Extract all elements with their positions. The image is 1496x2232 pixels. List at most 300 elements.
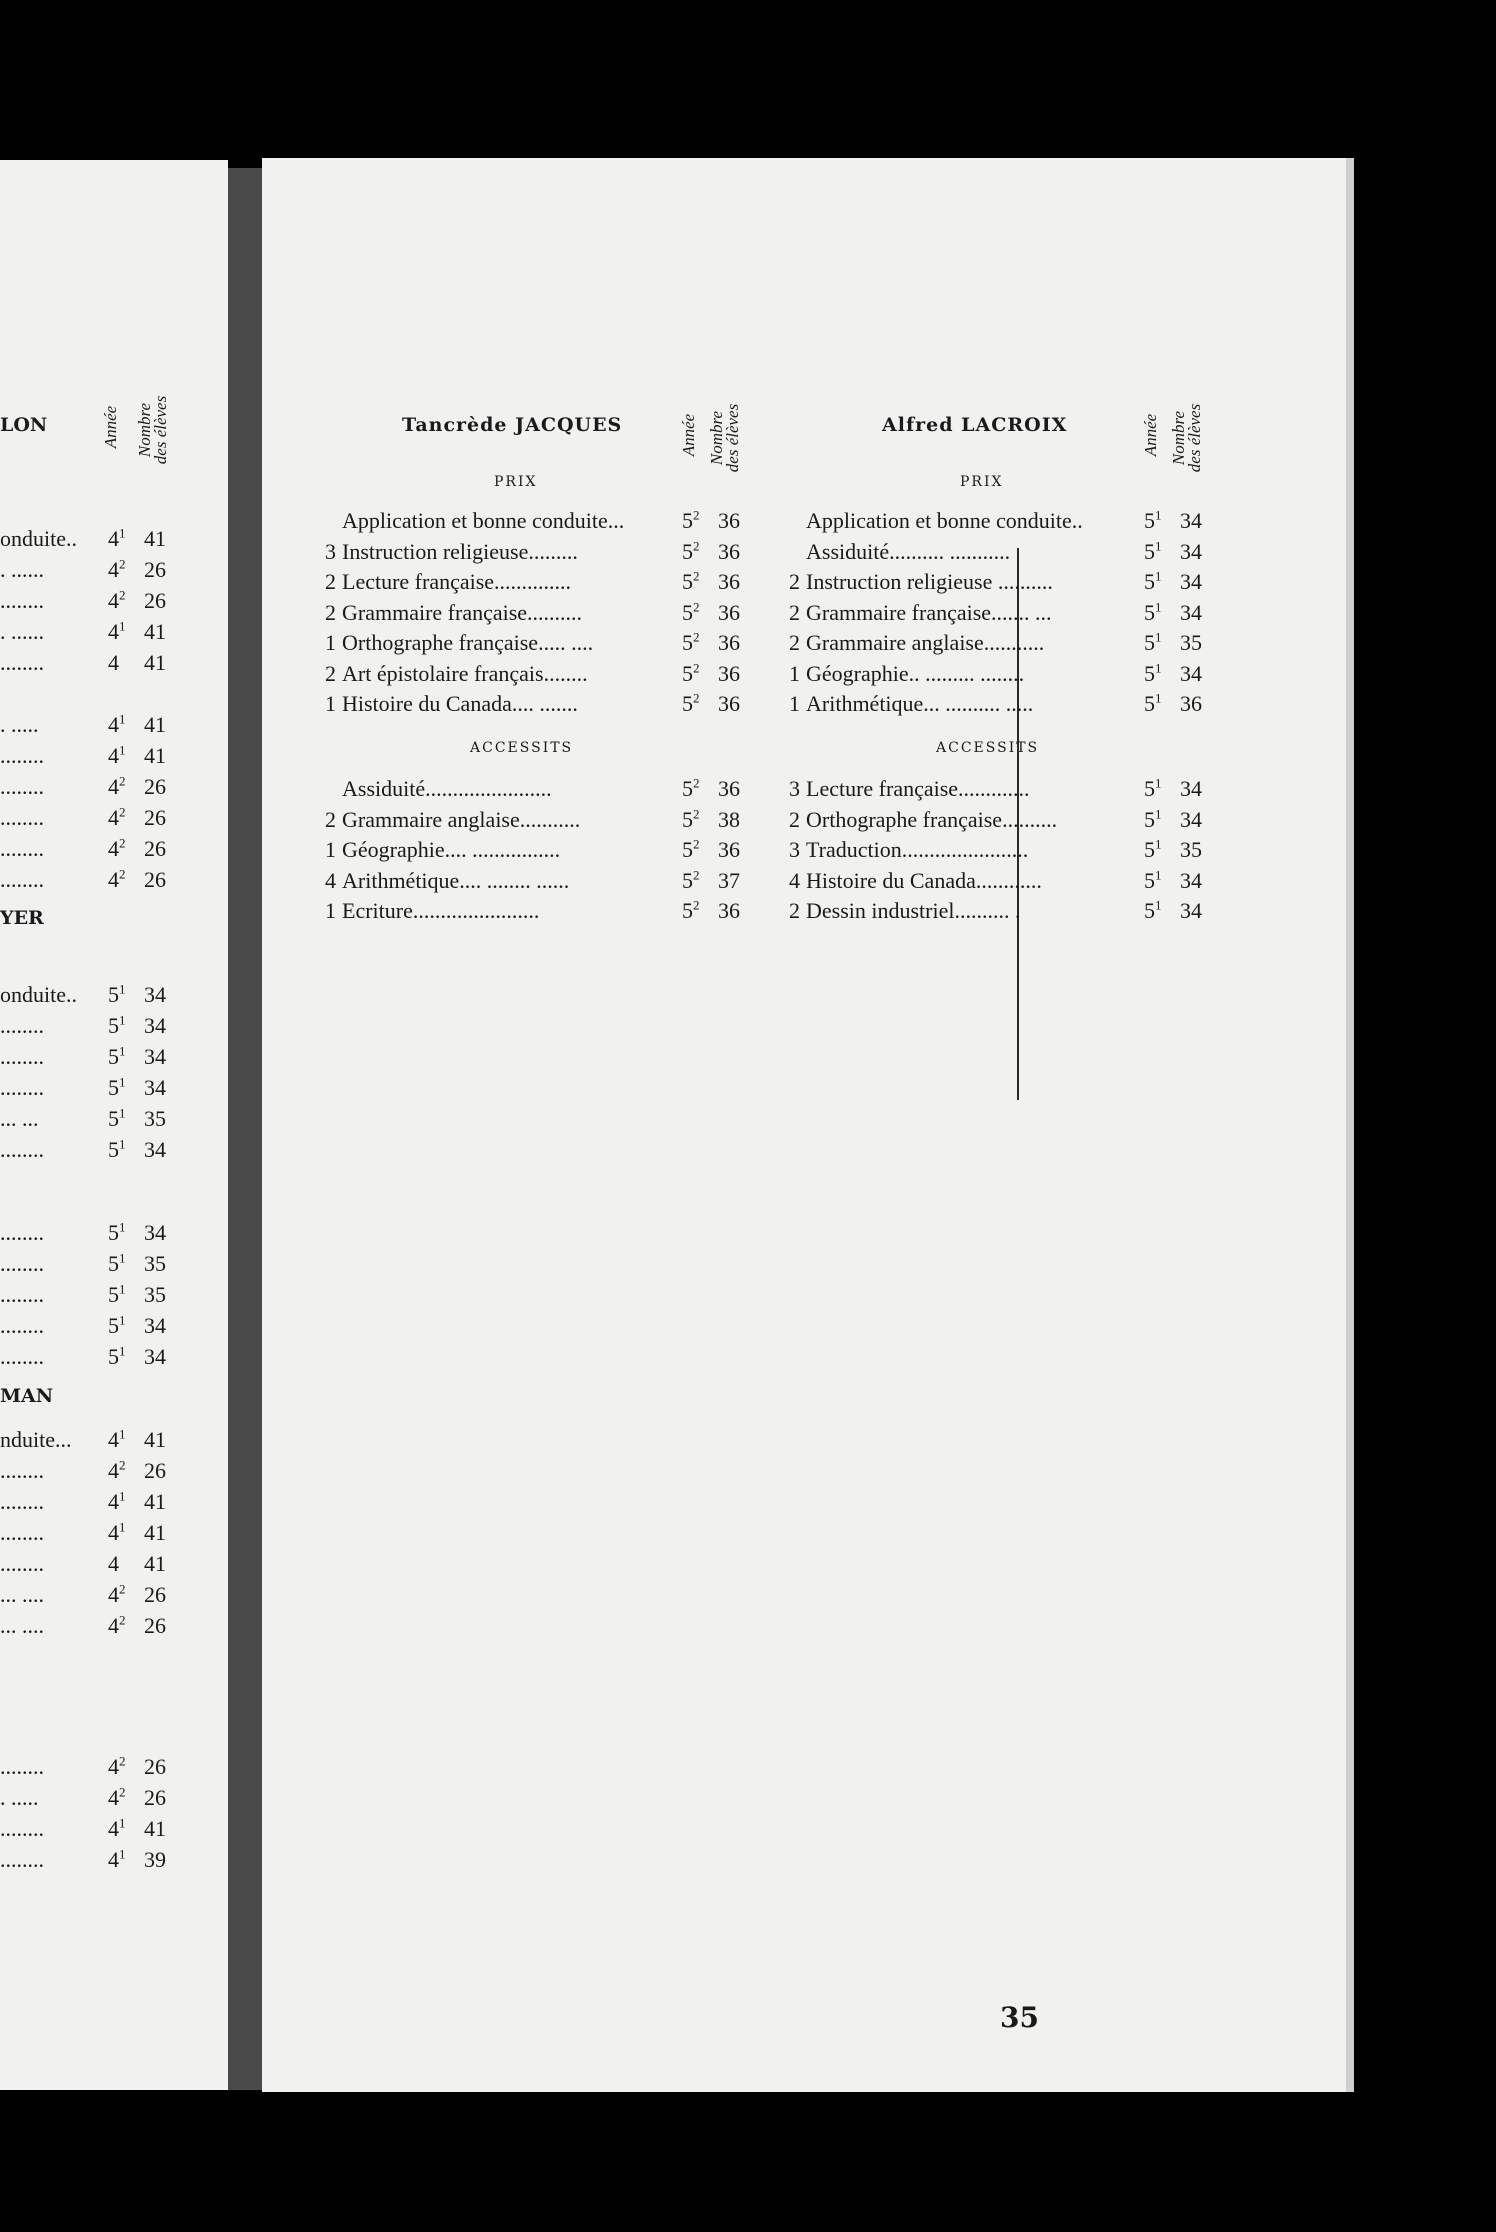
left-row-text: ........ [0,1551,44,1576]
subject-name: Application et bonne conduite... [342,508,625,533]
pupil-count: 36 [718,898,740,923]
left-year-value [108,1042,126,1072]
year-number: 5 [108,1282,119,1307]
pupil-count: 36 [718,776,740,801]
year-number: 4 [108,805,119,830]
pupil-count: 37 [718,867,740,893]
left-row-text: ........ [0,1489,44,1514]
left-pupil-count: 41 [144,1816,166,1841]
year-number: 4 [108,619,119,644]
rank-number: 2 [325,660,336,686]
year-number: 5 [1144,508,1155,533]
left-year-value [108,617,126,647]
year-number: 4 [108,1458,119,1483]
year-section: 2 [119,804,126,820]
left-row [0,1280,228,1310]
left-pupil-count: 41 [144,650,166,675]
year-value [682,659,700,689]
year-number: 4 [108,1582,119,1607]
rank-number: 1 [789,691,800,716]
left-pupil-count: 26 [144,867,166,892]
left-row-text: ........ [0,1458,44,1483]
left-year-value [108,1783,126,1813]
left-row-text: ........ [0,1220,44,1245]
pupil-count: 34 [1180,776,1202,801]
left-row-text: ... .... [0,1582,44,1607]
left-pupil-count: 34 [144,1013,166,1038]
left-row [0,555,228,585]
year-number: 5 [1144,837,1155,862]
year-number: 5 [1144,776,1155,801]
left-year-value [108,1280,126,1310]
left-row [0,710,228,740]
left-nombre-header: Nombre [135,402,154,458]
col1-prix-row [318,628,740,658]
year-section: 1 [119,1343,126,1359]
rank-number: 3 [789,837,800,862]
left-page [0,160,228,2090]
year-section: 2 [119,1612,126,1628]
left-row [0,1518,228,1548]
year-value [682,598,700,628]
year-value [682,537,700,567]
left-row [0,1311,228,1341]
left-year-value [108,1218,126,1248]
rank-number: 1 [325,837,336,862]
year-section: 2 [693,836,700,852]
rank-number: 1 [325,630,336,655]
left-pupil-count: 26 [144,805,166,830]
pupil-count: 38 [718,806,740,832]
pupil-count: 34 [1180,569,1202,594]
col2-accessits-label: ACCESSITS [936,740,1040,756]
year-section: 2 [693,897,700,913]
year-number: 4 [108,1754,119,1779]
year-number: 5 [1144,599,1155,625]
col1-accessits-row [318,805,740,835]
year-section: 1 [119,981,126,997]
year-section: 1 [1155,660,1162,676]
col2-prix-row [782,506,1202,536]
col1-prix-row [318,537,740,567]
left-row [0,803,228,833]
col1-prix-row [318,506,740,536]
col2-prix-row [782,598,1202,628]
left-annee-header: Année [101,405,120,449]
col2-prix-row [782,567,1202,597]
left-year-value [108,1249,126,1279]
year-value [1144,598,1162,628]
left-year-value [108,1456,126,1486]
left-year-value [108,1487,126,1517]
subject-name: Assiduité....................... [342,776,552,801]
left-row-text: ........ [0,1282,44,1307]
year-section: 1 [1155,599,1162,615]
left-row [0,1487,228,1517]
year-number: 5 [108,1220,119,1245]
col1-accessits-row [318,774,740,804]
subject-name: Géographie.... ................ [342,837,561,862]
col1-eleves-header: des élèves [723,403,742,473]
year-section: 1 [1155,867,1162,883]
year-section: 1 [1155,690,1162,706]
year-value [1144,689,1162,719]
left-row [0,1342,228,1372]
subject-name: Arithmétique.... ........ ...... [342,867,570,893]
left-pupil-count: 26 [144,774,166,799]
left-row [0,586,228,616]
rank-number: 4 [789,867,800,893]
year-section: 1 [1155,629,1162,645]
year-value [1144,628,1162,658]
pupil-count: 34 [1180,599,1202,625]
left-row-text: ........ [0,1313,44,1338]
year-value [682,567,700,597]
rank-number: 4 [325,867,336,893]
year-number: 4 [108,557,119,582]
col2-eleves-header: des élèves [1185,403,1204,473]
left-row [0,1783,228,1813]
left-pupil-count: 41 [144,1427,166,1452]
left-pupil-count: 41 [144,526,166,551]
left-pupil-count: 34 [144,1137,166,1162]
year-section: 1 [1155,806,1162,822]
left-year-value [108,834,126,864]
year-number: 5 [682,691,693,716]
year-value [682,835,700,865]
year-number: 4 [108,836,119,861]
pupil-count: 34 [1180,660,1202,686]
subject-name: Ecriture....................... [342,898,540,923]
year-section: 1 [1155,568,1162,584]
left-row [0,1580,228,1610]
left-row-text: onduite.. [0,982,77,1007]
subject-name: Orthographe française.......... [806,806,1058,832]
left-pupil-count: 35 [144,1106,166,1131]
year-section: 1 [1155,836,1162,852]
year-number: 5 [1144,569,1155,594]
left-row [0,1814,228,1844]
year-number: 4 [108,650,119,675]
left-row [0,1073,228,1103]
year-value [682,896,700,926]
year-section: 1 [1155,897,1162,913]
left-row-text: ........ [0,1013,44,1038]
year-value [1144,805,1162,835]
col1-prix-row [318,598,740,628]
year-number: 5 [682,867,693,893]
left-row-text: . ..... [0,712,39,737]
left-pupil-count: 34 [144,1044,166,1069]
col2-prix-label: PRIX [960,474,1004,490]
left-row-text: nduite... [0,1427,72,1452]
year-section: 1 [119,1043,126,1059]
left-section-header: YER [0,907,44,929]
left-pupil-count: 41 [144,712,166,737]
year-section: 2 [119,1581,126,1597]
year-section: 2 [693,538,700,554]
left-row-text: ... .... [0,1613,44,1638]
year-number: 4 [108,712,119,737]
pupil-count: 36 [718,660,740,686]
left-pupil-count: 34 [144,1313,166,1338]
left-pupil-count: 26 [144,557,166,582]
year-section: 1 [119,1012,126,1028]
rank-number: 2 [789,898,800,923]
left-row-text: ........ [0,743,44,768]
year-section: 2 [693,806,700,822]
left-year-value [108,648,119,678]
year-value [682,628,700,658]
year-number: 5 [108,1044,119,1069]
left-row-text: ........ [0,1520,44,1545]
right-page [262,158,1354,2092]
left-row [0,1104,228,1134]
left-row [0,1218,228,1248]
year-section: 2 [693,629,700,645]
left-eleves-header: des élèves [151,395,170,465]
left-row-text: ........ [0,836,44,861]
year-section: 2 [119,587,126,603]
subject-name: Grammaire française.......... [342,599,583,625]
left-pupil-count: 34 [144,1344,166,1369]
col2-accessits-row [782,866,1202,896]
year-section: 2 [693,867,700,883]
year-section: 1 [119,525,126,541]
left-row [0,1042,228,1072]
left-row-text: ........ [0,805,44,830]
subject-name: Instruction religieuse .......... [806,569,1053,594]
left-pupil-count: 35 [144,1282,166,1307]
year-value [1144,506,1162,536]
year-number: 4 [108,1816,119,1841]
year-value [1144,659,1162,689]
year-number: 5 [108,1013,119,1038]
left-row [0,1249,228,1279]
left-year-value [108,586,126,616]
year-number: 5 [108,1075,119,1100]
pupil-count: 34 [1180,867,1202,893]
subject-name: Lecture française............. [806,776,1030,801]
year-number: 5 [682,776,693,801]
rank-number: 1 [325,898,336,923]
left-pupil-count: 34 [144,1075,166,1100]
left-row-text: ... ... [0,1106,39,1131]
year-number: 5 [682,837,693,862]
year-section: 2 [693,660,700,676]
left-pupil-count: 26 [144,588,166,613]
left-row [0,1425,228,1455]
year-number: 5 [1144,538,1155,564]
year-section: 2 [693,599,700,615]
subject-name: Assiduité.......... ........... [806,538,1011,564]
year-value [1144,537,1162,567]
col2-accessits-row [782,896,1202,926]
pupil-count: 34 [1180,538,1202,564]
left-row [0,1752,228,1782]
year-section: 2 [119,1457,126,1473]
year-number: 4 [108,867,119,892]
col1-student-name: Tancrède JACQUES [402,414,623,436]
year-section: 2 [119,556,126,572]
left-row [0,1135,228,1165]
col2-accessits-row [782,805,1202,835]
year-value [1144,866,1162,896]
pupil-count: 36 [718,569,740,594]
col2-prix-row [782,689,1202,719]
left-row-text: . ...... [0,557,44,582]
year-value [682,805,700,835]
rank-number: 1 [789,660,800,686]
left-row-text: ........ [0,1847,44,1872]
year-value [682,506,700,536]
left-row-text: ........ [0,588,44,613]
year-section: 2 [119,835,126,851]
col2-accessits-row [782,835,1202,865]
col1-prix-row [318,689,740,719]
year-number: 4 [108,1847,119,1872]
rank-number: 1 [325,691,336,716]
year-number: 5 [1144,898,1155,923]
year-number: 5 [108,1106,119,1131]
left-year-value [108,1518,126,1548]
year-section: 2 [693,775,700,791]
year-section: 1 [1155,775,1162,791]
col2-student-name: Alfred LACROIX [882,414,1068,436]
col2-prix-row [782,628,1202,658]
rank-number: 2 [789,806,800,832]
left-section-header: LON [0,414,48,436]
left-row [0,1456,228,1486]
rank-number: 2 [789,569,800,594]
left-row-text: ........ [0,1344,44,1369]
left-pupil-count: 34 [144,1220,166,1245]
subject-name: Grammaire française....... ... [806,599,1052,625]
year-number: 4 [108,774,119,799]
left-pupil-count: 41 [144,1551,166,1576]
year-number: 5 [1144,691,1155,716]
year-section: 2 [119,773,126,789]
pupil-count: 36 [1180,691,1202,716]
left-row-text: ........ [0,1075,44,1100]
year-section: 2 [693,690,700,706]
book-gutter [228,168,262,2090]
year-section: 1 [119,1074,126,1090]
year-section: 2 [693,568,700,584]
col1-accessits-row [318,896,740,926]
left-year-value [108,1073,126,1103]
year-section: 1 [119,1426,126,1442]
subject-name: Traduction....................... [806,837,1029,862]
left-year-value [108,555,126,585]
year-number: 5 [1144,630,1155,655]
subject-name: Grammaire anglaise........... [342,806,581,832]
year-number: 5 [682,508,693,533]
left-year-value [108,1342,126,1372]
year-number: 5 [108,1251,119,1276]
left-pupil-count: 26 [144,1458,166,1483]
col1-prix-row [318,659,740,689]
year-number: 5 [682,538,693,564]
year-value [682,689,700,719]
left-pupil-count: 41 [144,1520,166,1545]
year-number: 5 [682,898,693,923]
pupil-count: 35 [1180,837,1202,862]
left-row [0,524,228,554]
year-number: 4 [108,588,119,613]
subject-name: Instruction religieuse......... [342,538,578,564]
year-section: 1 [119,1488,126,1504]
left-year-value [108,1104,126,1134]
left-row [0,1845,228,1875]
left-row-text: ........ [0,1044,44,1069]
col2-accessits-row [782,774,1202,804]
year-section: 1 [119,618,126,634]
year-value [1144,567,1162,597]
subject-name: Lecture française.............. [342,569,572,594]
year-number: 4 [108,1520,119,1545]
rank-number: 3 [789,776,800,801]
left-year-value [108,524,126,554]
year-section: 2 [693,507,700,523]
page-number: 35 [1000,2001,1039,2034]
left-pupil-count: 41 [144,619,166,644]
left-row-text: ........ [0,1251,44,1276]
year-number: 5 [1144,867,1155,893]
left-year-value [108,1011,126,1041]
year-section: 1 [119,1519,126,1535]
left-pupil-count: 39 [144,1847,166,1872]
year-section: 1 [119,711,126,727]
col1-annee-header: Année [679,413,698,457]
col1-prix-row [318,567,740,597]
left-row [0,741,228,771]
year-number: 4 [108,1551,119,1576]
year-number: 4 [108,1613,119,1638]
year-section: 1 [119,1136,126,1152]
pupil-count: 36 [718,691,740,716]
year-number: 5 [108,982,119,1007]
left-year-value [108,710,126,740]
year-number: 5 [682,630,693,655]
year-number: 5 [682,660,693,686]
rank-number: 3 [325,538,336,564]
left-pupil-count: 34 [144,982,166,1007]
year-section: 2 [119,1784,126,1800]
rank-number: 2 [789,599,800,625]
left-year-value [108,1814,126,1844]
left-year-value [108,1311,126,1341]
left-pupil-count: 26 [144,1582,166,1607]
year-number: 4 [108,1785,119,1810]
pupil-count: 35 [1180,630,1202,655]
year-section: 1 [119,1219,126,1235]
subject-name: Histoire du Canada.... ....... [342,691,578,716]
col1-nombre-header: Nombre [707,410,726,466]
left-row-text: ........ [0,1816,44,1841]
subject-name: Histoire du Canada............ [806,867,1042,893]
left-row [0,772,228,802]
left-pupil-count: 26 [144,1613,166,1638]
pupil-count: 36 [718,630,740,655]
pupil-count: 34 [1180,806,1202,832]
left-row-text: . ..... [0,1785,39,1810]
year-number: 5 [682,806,693,832]
year-number: 5 [108,1137,119,1162]
left-pupil-count: 26 [144,1785,166,1810]
pupil-count: 36 [718,837,740,862]
rank-number: 2 [789,630,800,655]
